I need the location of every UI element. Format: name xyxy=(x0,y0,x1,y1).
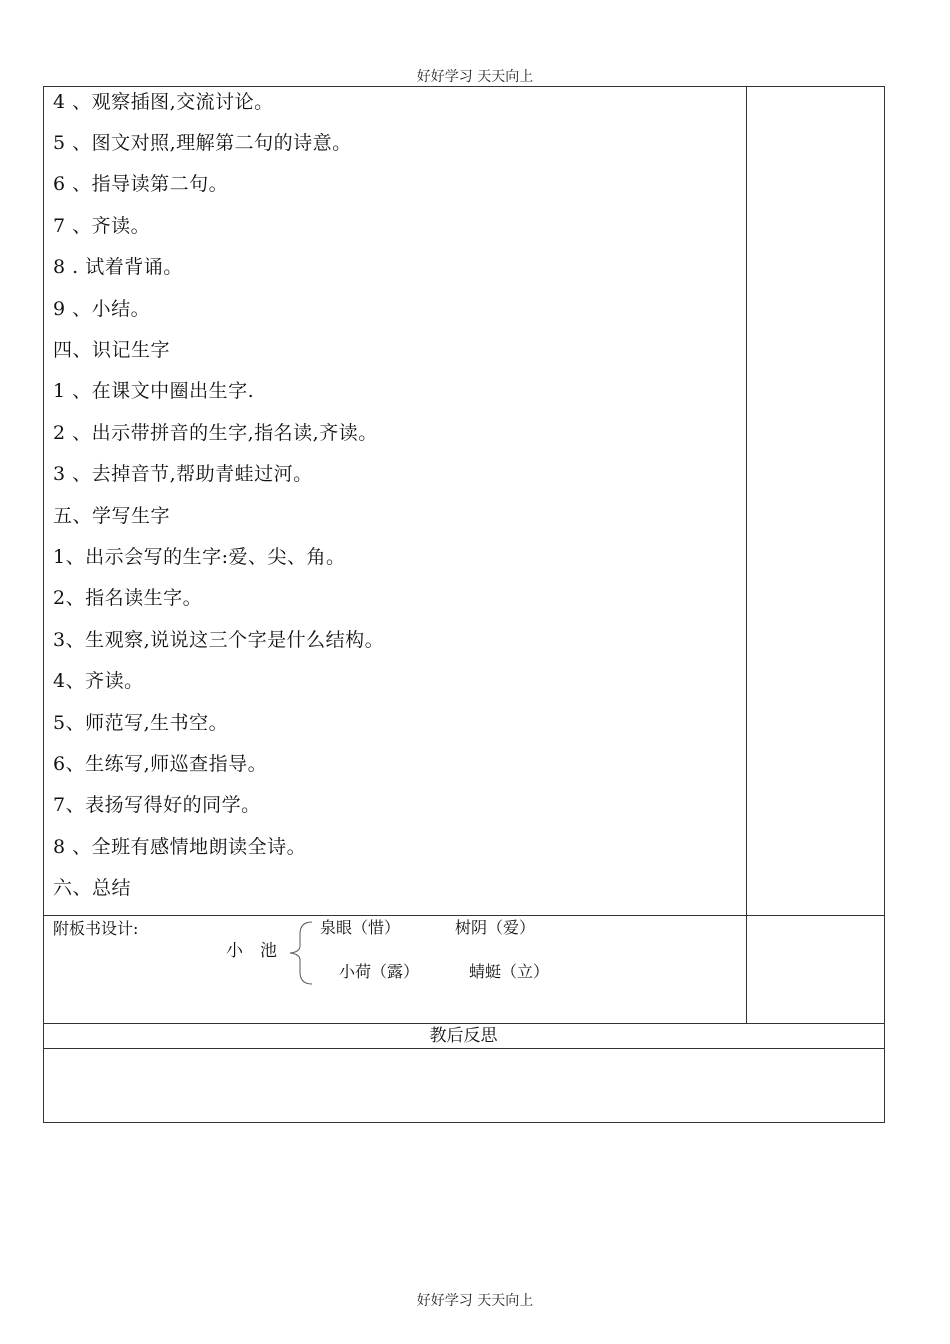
step-line: 4 、观察插图,交流讨论。 xyxy=(53,91,274,113)
board-item: 泉眼（惜） xyxy=(320,918,401,937)
step-line: 6、生练写,师巡查指导。 xyxy=(53,753,268,775)
board-item: 树阴（爱） xyxy=(455,918,536,937)
step-line: 3、生观察,说说这三个字是什么结构。 xyxy=(53,629,385,651)
board-item: 蜻蜓（立） xyxy=(469,962,550,981)
step-line: 1 、在课文中圈出生字. xyxy=(53,380,255,402)
section-heading: 六、总结 xyxy=(53,877,132,899)
page-footer: 好好学习 天天向上 xyxy=(416,1293,534,1309)
step-line: 6 、指导读第二句。 xyxy=(53,173,229,195)
board-design-label: 附板书设计: xyxy=(53,919,139,938)
brace-icon xyxy=(286,920,316,986)
step-line: 5、师范写,生书空。 xyxy=(53,712,229,734)
board-title: 小 池 xyxy=(226,941,277,961)
step-line: 4、齐读。 xyxy=(53,670,144,692)
step-line: 7 、齐读。 xyxy=(53,215,151,237)
step-line: 1、出示会写的生字:爱、尖、角。 xyxy=(53,546,346,568)
reflection-area xyxy=(44,1049,884,1122)
step-line: 5 、图文对照,理解第二句的诗意。 xyxy=(53,132,352,154)
reflection-title: 教后反思 xyxy=(429,1026,498,1046)
board-item: 小荷（露） xyxy=(339,962,420,981)
step-line: 9 、小结。 xyxy=(53,298,151,320)
step-line: 2 、出示带拼音的生字,指名读,齐读。 xyxy=(53,422,378,444)
step-line: 8 、全班有感情地朗读全诗。 xyxy=(53,836,307,858)
step-line: 3 、去掉音节,帮助青蛙过河。 xyxy=(53,463,313,485)
step-line: 7、表扬写得好的同学。 xyxy=(53,794,261,816)
page-header: 好好学习 天天向上 xyxy=(416,69,534,85)
step-line: 2、指名读生字。 xyxy=(53,587,203,609)
step-line: 8 . 试着背诵。 xyxy=(53,256,183,278)
section-heading: 五、学写生字 xyxy=(53,505,171,527)
section-heading: 四、识记生字 xyxy=(53,339,171,361)
